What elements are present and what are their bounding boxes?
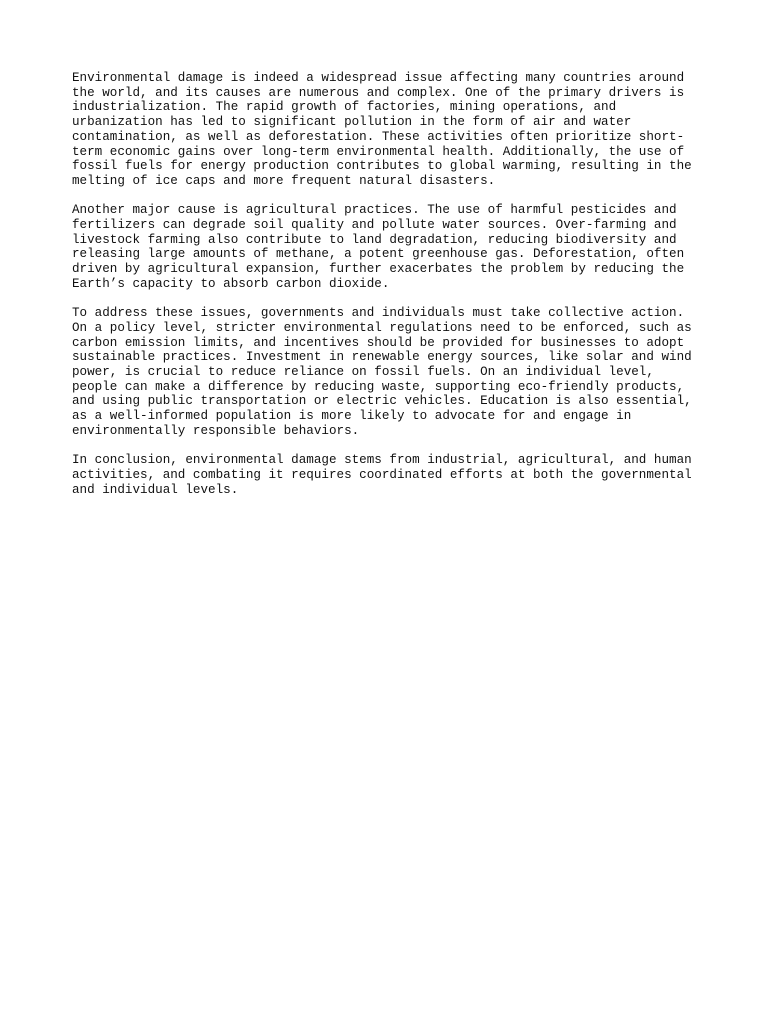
text-line: people can make a difference by reducing waste, supporting eco-friendly products, [72, 379, 685, 394]
paragraph-3 [72, 306, 696, 438]
text-line: the world, and its causes are numerous and complex. One of the primary drivers is [72, 85, 685, 100]
text-line: and individual levels. [72, 482, 239, 497]
text-line: On a policy level, stricter environmental regulations need to be enforced, such as [72, 320, 692, 335]
paragraph-4 [72, 453, 696, 497]
text-line: To address these issues, governments and individuals must take collective action. [72, 306, 685, 321]
document-body [72, 71, 696, 512]
text-line: driven by agricultural expansion, further exacerbates the problem by reducing the [72, 262, 685, 277]
text-line: fossil fuels for energy production contributes to global warming, resulting in the [72, 159, 692, 174]
text-line: releasing large amounts of methane, a potent greenhouse gas. Deforestation, often [72, 247, 685, 262]
text-line: In conclusion, environmental damage stems from industrial, agricultural, and human [72, 453, 692, 468]
text-line: carbon emission limits, and incentives should be provided for businesses to adopt [72, 335, 685, 350]
text-line: term economic gains over long-term environmental health. Additionally, the use of [72, 144, 685, 159]
text-line: fertilizers can degrade soil quality and pollute water sources. Over-farming and [72, 218, 677, 233]
text-line: melting of ice caps and more frequent natural disasters. [72, 173, 496, 188]
text-line: urbanization has led to significant pollution in the form of air and water [72, 115, 632, 130]
text-line: contamination, as well as deforestation. These activities often prioritize short- [72, 129, 685, 144]
text-line: Environmental damage is indeed a widespread issue affecting many countries around [72, 71, 685, 85]
text-line: industrialization. The rapid growth of factories, mining operations, and [72, 100, 617, 115]
text-line: as a well-informed population is more likely to advocate for and engage in [72, 409, 632, 424]
text-line: and using public transportation or electric vehicles. Education is also essential, [72, 394, 692, 409]
text-line: activities, and combating it requires coordinated efforts at both the governmental [72, 467, 692, 482]
text-line: Another major cause is agricultural practices. The use of harmful pesticides and [72, 203, 677, 218]
text-line: environmentally responsible behaviors. [72, 423, 360, 438]
text-line: sustainable practices. Investment in renewable energy sources, like solar and wind [72, 350, 692, 365]
text-line: Earth’s capacity to absorb carbon dioxide. [72, 276, 390, 291]
paragraph-1 [72, 71, 696, 189]
text-line: livestock farming also contribute to land degradation, reducing biodiversity and [72, 232, 677, 247]
paragraph-2 [72, 203, 696, 291]
text-line: power, is crucial to reduce reliance on fossil fuels. On an individual level, [72, 365, 654, 380]
